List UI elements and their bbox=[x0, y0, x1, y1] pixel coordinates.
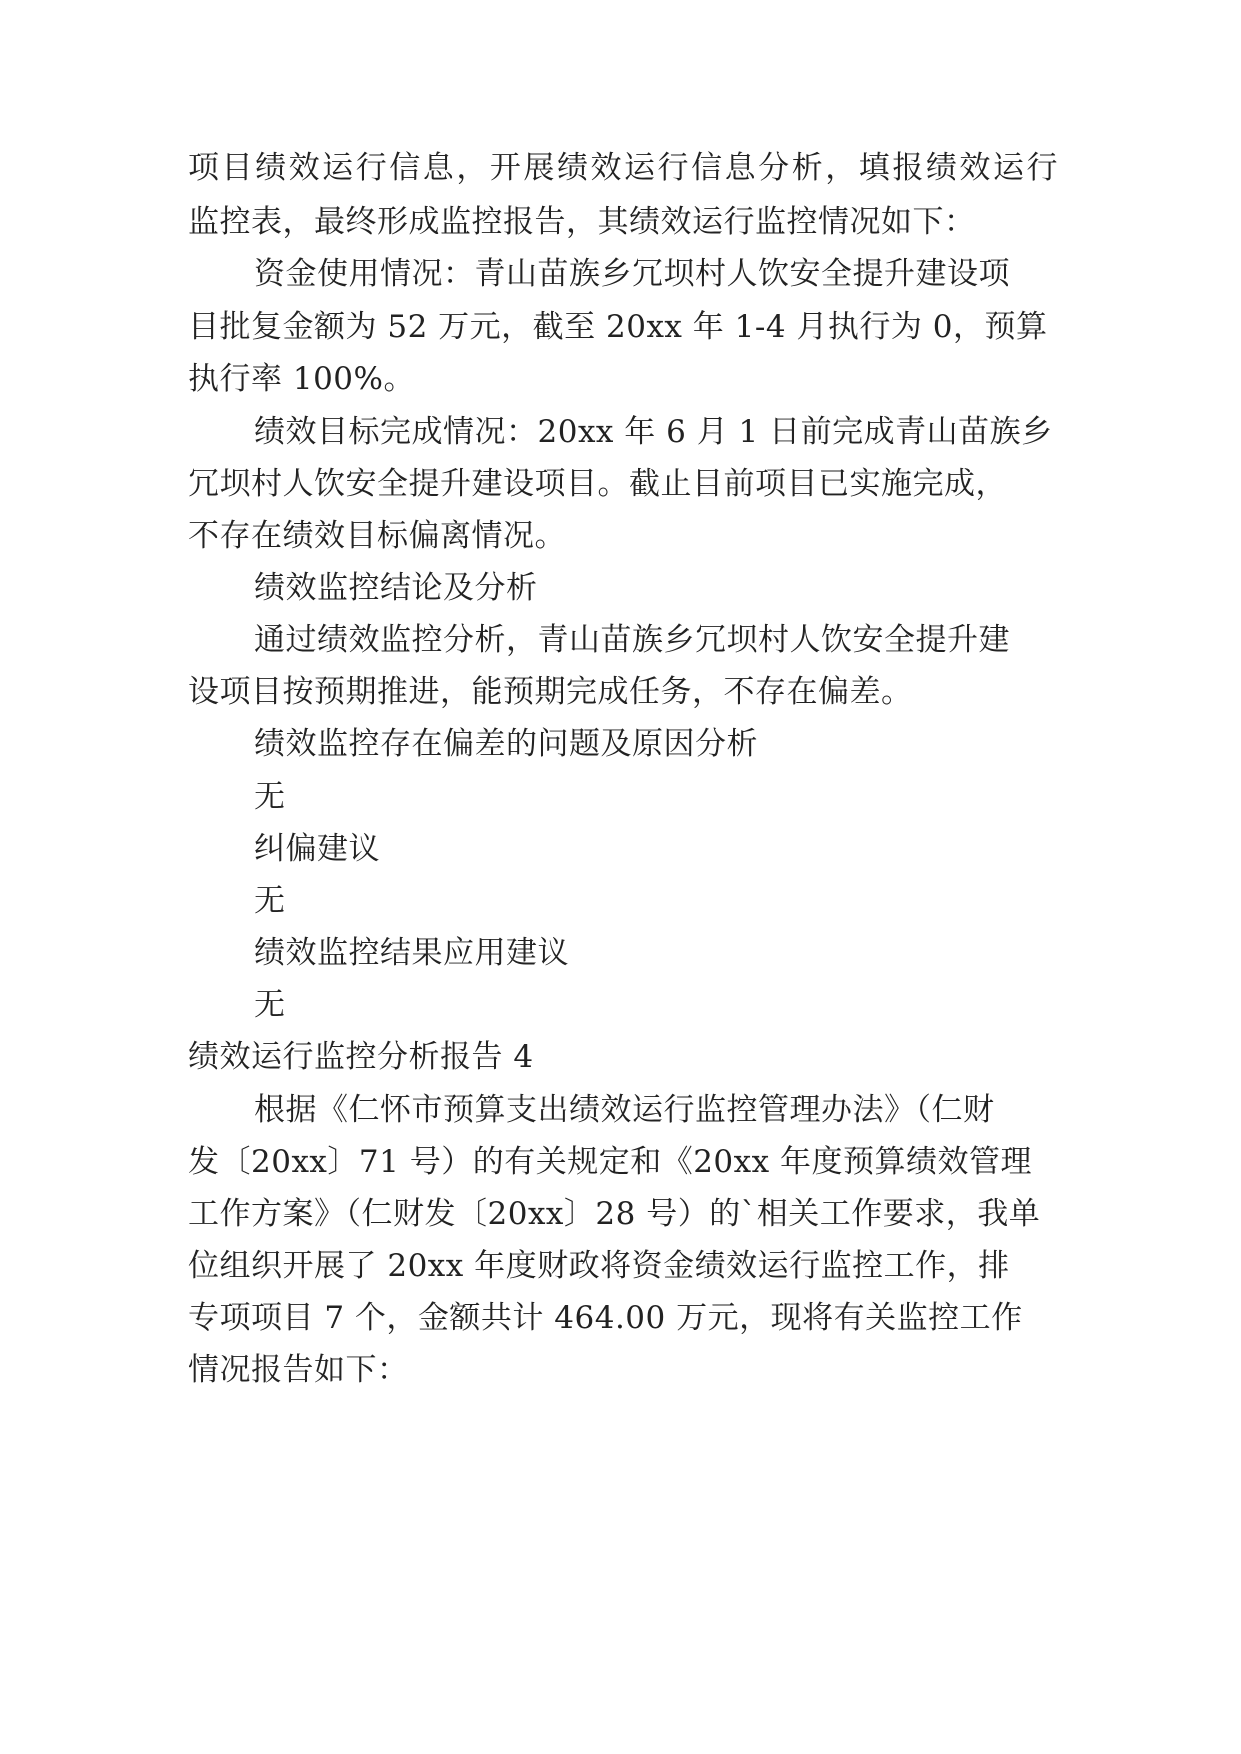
paragraph-line: 不存在绩效目标偏离情况。 bbox=[188, 518, 566, 554]
report-title: 绩效运行监控分析报告 4 bbox=[188, 1039, 534, 1075]
paragraph-line: 无 bbox=[254, 987, 286, 1023]
paragraph-line: 冗坝村人饮安全提升建设项目。截止目前项目已实施完成， bbox=[188, 466, 1007, 502]
paragraph-line: 无 bbox=[254, 779, 286, 815]
paragraph-line: 工作方案》（仁财发〔20xx〕28 号）的`相关工作要求，我单 bbox=[188, 1196, 1041, 1232]
paragraph-line: 资金使用情况：青山苗族乡冗坝村人饮安全提升建设项 bbox=[254, 256, 1010, 292]
paragraph-line: 通过绩效监控分析，青山苗族乡冗坝村人饮安全提升建 bbox=[254, 622, 1010, 658]
paragraph-line: 监控表，最终形成监控报告，其绩效运行监控情况如下： bbox=[188, 204, 976, 240]
paragraph-line: 目批复金额为 52 万元，截至 20xx 年 1-4 月执行为 0，预算 bbox=[188, 309, 1048, 345]
paragraph-line: 设项目按预期推进，能预期完成任务，不存在偏差。 bbox=[188, 674, 913, 710]
section-heading: 绩效监控结果应用建议 bbox=[254, 935, 569, 971]
paragraph-line: 专项项目 7 个，金额共计 464.00 万元，现将有关监控工作 bbox=[188, 1300, 1023, 1336]
section-heading: 绩效监控存在偏差的问题及原因分析 bbox=[254, 726, 758, 762]
paragraph-line: 绩效目标完成情况：20xx 年 6 月 1 日前完成青山苗族乡 bbox=[254, 414, 1053, 450]
paragraph-line: 情况报告如下： bbox=[188, 1352, 409, 1388]
paragraph-line: 无 bbox=[254, 883, 286, 919]
paragraph-line: 位组织开展了 20xx 年度财政将资金绩效运行监控工作，排 bbox=[188, 1248, 1010, 1284]
paragraph-line: 根据《仁怀市预算支出绩效运行监控管理办法》（仁财 bbox=[254, 1092, 995, 1128]
paragraph-line: 发〔20xx〕71 号）的有关规定和《20xx 年度预算绩效管理 bbox=[188, 1144, 1032, 1180]
paragraph-line: 项目绩效运行信息，开展绩效运行信息分析，填报绩效运行 bbox=[188, 150, 1058, 186]
section-heading: 绩效监控结论及分析 bbox=[254, 570, 538, 606]
section-heading: 纠偏建议 bbox=[254, 831, 380, 867]
paragraph-line: 执行率 100%。 bbox=[188, 361, 415, 397]
